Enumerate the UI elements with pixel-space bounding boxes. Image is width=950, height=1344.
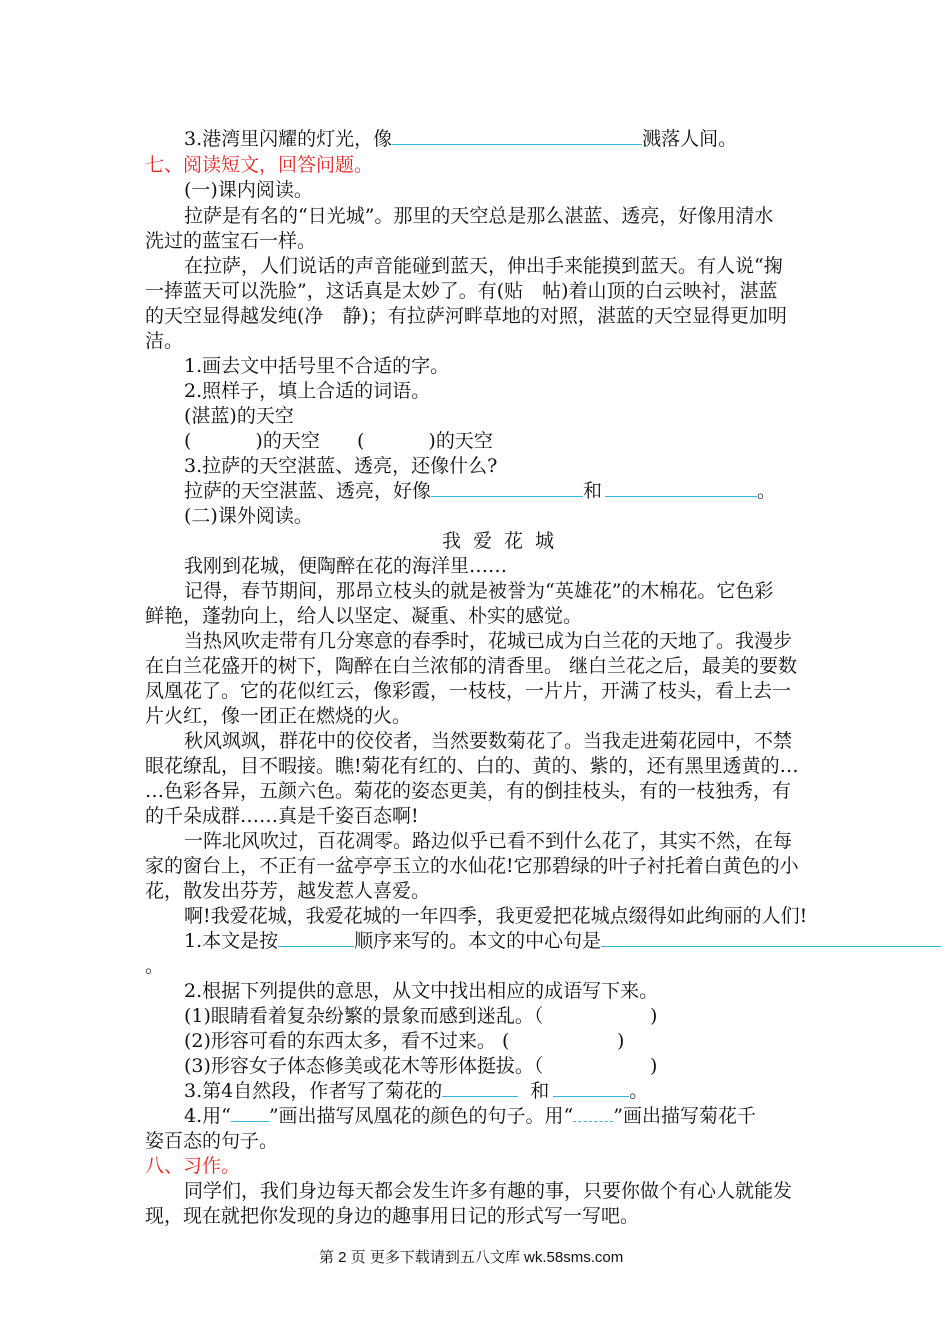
answer-blank[interactable] bbox=[278, 928, 354, 947]
answer-blank[interactable] bbox=[601, 928, 941, 947]
story-question-4-cont: 姿百态的句子。 bbox=[145, 1130, 279, 1152]
story-line: 眼花缭乱，目不暇接。瞧!菊花有红的、白的、黄的、紫的，还有黑里透黄的… bbox=[145, 755, 799, 777]
story-question-2-1-close: ) bbox=[650, 1005, 658, 1027]
passage2-line: 洁。 bbox=[145, 330, 184, 352]
passage2-line: 一捧蓝天可以洗脸”，这话真是太妙了。有(贴 帖)着山顶的白云映衬，湛蓝 bbox=[145, 280, 778, 302]
story-question-1: 1.本文是按 顺序来写的。本文的中心句是 bbox=[184, 928, 941, 954]
story-line: 啊!我爱花城，我爱花城的一年四季，我更爱把花城点缀得如此绚丽的人们! bbox=[184, 905, 808, 927]
passage2-line: 在拉萨，人们说话的声音能碰到蓝天，伸出手来能摸到蓝天。有人说“掬 bbox=[184, 255, 783, 277]
passage1-line: 拉萨是有名的“日光城”。那里的天空总是那么湛蓝、透亮，好像用清水 bbox=[184, 205, 774, 227]
story-title: 我爱花城 bbox=[442, 530, 567, 552]
answer-blank[interactable] bbox=[442, 1078, 518, 1097]
part2-heading: (二)课外阅读。 bbox=[184, 505, 313, 527]
question-2-example: (湛蓝)的天空 bbox=[184, 405, 294, 427]
page-footer: 第 2 页 更多下载请到五八文库 wk.58sms.com bbox=[319, 1249, 624, 1266]
q6-item3-prefix: 3.港湾里闪耀的灯光，像 bbox=[184, 128, 393, 150]
writing-prompt-line: 同学们，我们身边每天都会发生许多有趣的事，只要你做个有心人就能发 bbox=[184, 1180, 793, 1202]
question-3-answer: 拉萨的天空湛蓝、透亮，好像 和 。 bbox=[184, 480, 777, 502]
q6-item3-suffix: 溅落人间。 bbox=[642, 128, 738, 150]
story-line: 凤凰花了。它的花似红云，像彩霞，一枝枝，一片片，开满了枝头，看上去一 bbox=[145, 680, 792, 702]
story-question-2-1: (1)眼睛看着复杂纷繁的景象而感到迷乱。（ bbox=[184, 1005, 544, 1027]
story-line: 秋风飒飒，群花中的佼佼者，当然要数菊花了。当我走进菊花园中，不禁 bbox=[184, 730, 793, 752]
story-line: 当热风吹走带有几分寒意的春季时，花城已成为白兰花的天地了。我漫步 bbox=[184, 630, 793, 652]
story-question-3: 3.第4自然段，作者写了菊花的 和 。 bbox=[184, 1080, 649, 1102]
story-question-2-2-close: ) bbox=[617, 1030, 625, 1052]
answer-blank[interactable] bbox=[431, 478, 583, 497]
story-question-2: 2.根据下列提供的意思，从文中找出相应的成语写下来。 bbox=[184, 980, 659, 1002]
story-line: …色彩各异，五颜六色。菊花的姿态更美，有的倒挂枝头，有的一枝独秀，有 bbox=[145, 780, 792, 802]
question-1: 1.画去文中括号里不合适的字。 bbox=[184, 355, 450, 377]
story-question-2-3: (3)形容女子体态修美或花木等形体挺拔。（ bbox=[184, 1055, 544, 1077]
question-2-blank-b: ( )的天空 bbox=[357, 430, 493, 452]
story-line: 片火红，像一团正在燃烧的火。 bbox=[145, 705, 412, 727]
answer-blank[interactable] bbox=[605, 478, 757, 497]
passage1-line: 洗过的蓝宝石一样。 bbox=[145, 230, 317, 252]
story-question-1-end: 。 bbox=[145, 955, 165, 977]
story-line: 在白兰花盛开的树下，陶醉在白兰浓郁的清香里。 继白兰花之后，最美的要数 bbox=[145, 655, 798, 677]
story-line: 我刚到花城，便陶醉在花的海洋里…… bbox=[184, 555, 508, 577]
section8-heading: 八、习作。 bbox=[145, 1155, 241, 1177]
question-3: 3.拉萨的天空湛蓝、透亮，还像什么? bbox=[184, 455, 498, 477]
wavy-line-sample bbox=[573, 1103, 613, 1122]
story-line: 花，散发出芬芳，越发惹人喜爱。 bbox=[145, 880, 431, 902]
q6-item3 bbox=[184, 126, 737, 152]
writing-prompt-line: 现，现在就把你发现的身边的趣事用日记的形式写一写吧。 bbox=[145, 1205, 640, 1227]
story-line: 的千朵成群……真是千姿百态啊! bbox=[145, 805, 419, 827]
story-line: 家的窗台上，不正有一盆亭亭玉立的水仙花!它那碧绿的叶子衬托着白黄色的小 bbox=[145, 855, 799, 877]
story-line: 鲜艳，蓬勃向上，给人以坚定、凝重、朴实的感觉。 bbox=[145, 605, 583, 627]
question-2: 2.照样子，填上合适的词语。 bbox=[184, 380, 431, 402]
part1-heading: (一)课内阅读。 bbox=[184, 179, 313, 201]
story-line: 一阵北风吹过，百花凋零。路边似乎已看不到什么花了，其实不然，在每 bbox=[184, 830, 793, 852]
section7-heading: 七、阅读短文，回答问题。 bbox=[145, 154, 374, 176]
story-question-4: 4.用“ ”画出描写凤凰花的颜色的句子。用“ ”画出描写菊花千 bbox=[184, 1105, 756, 1127]
underline-sample bbox=[231, 1103, 269, 1122]
story-question-2-2: (2)形容可看的东西太多，看不过来。 ( bbox=[184, 1030, 510, 1052]
story-question-2-3-close: ) bbox=[650, 1055, 658, 1077]
answer-blank[interactable] bbox=[392, 126, 642, 145]
story-line: 记得，春节期间，那昂立枝头的就是被誉为“英雄花”的木棉花。它色彩 bbox=[184, 580, 774, 602]
passage2-line: 的天空显得越发纯(净 静)；有拉萨河畔草地的对照，湛蓝的天空显得更加明 bbox=[145, 305, 787, 327]
answer-blank[interactable] bbox=[553, 1078, 629, 1097]
question-2-blank-a: ( )的天空 bbox=[184, 430, 320, 452]
